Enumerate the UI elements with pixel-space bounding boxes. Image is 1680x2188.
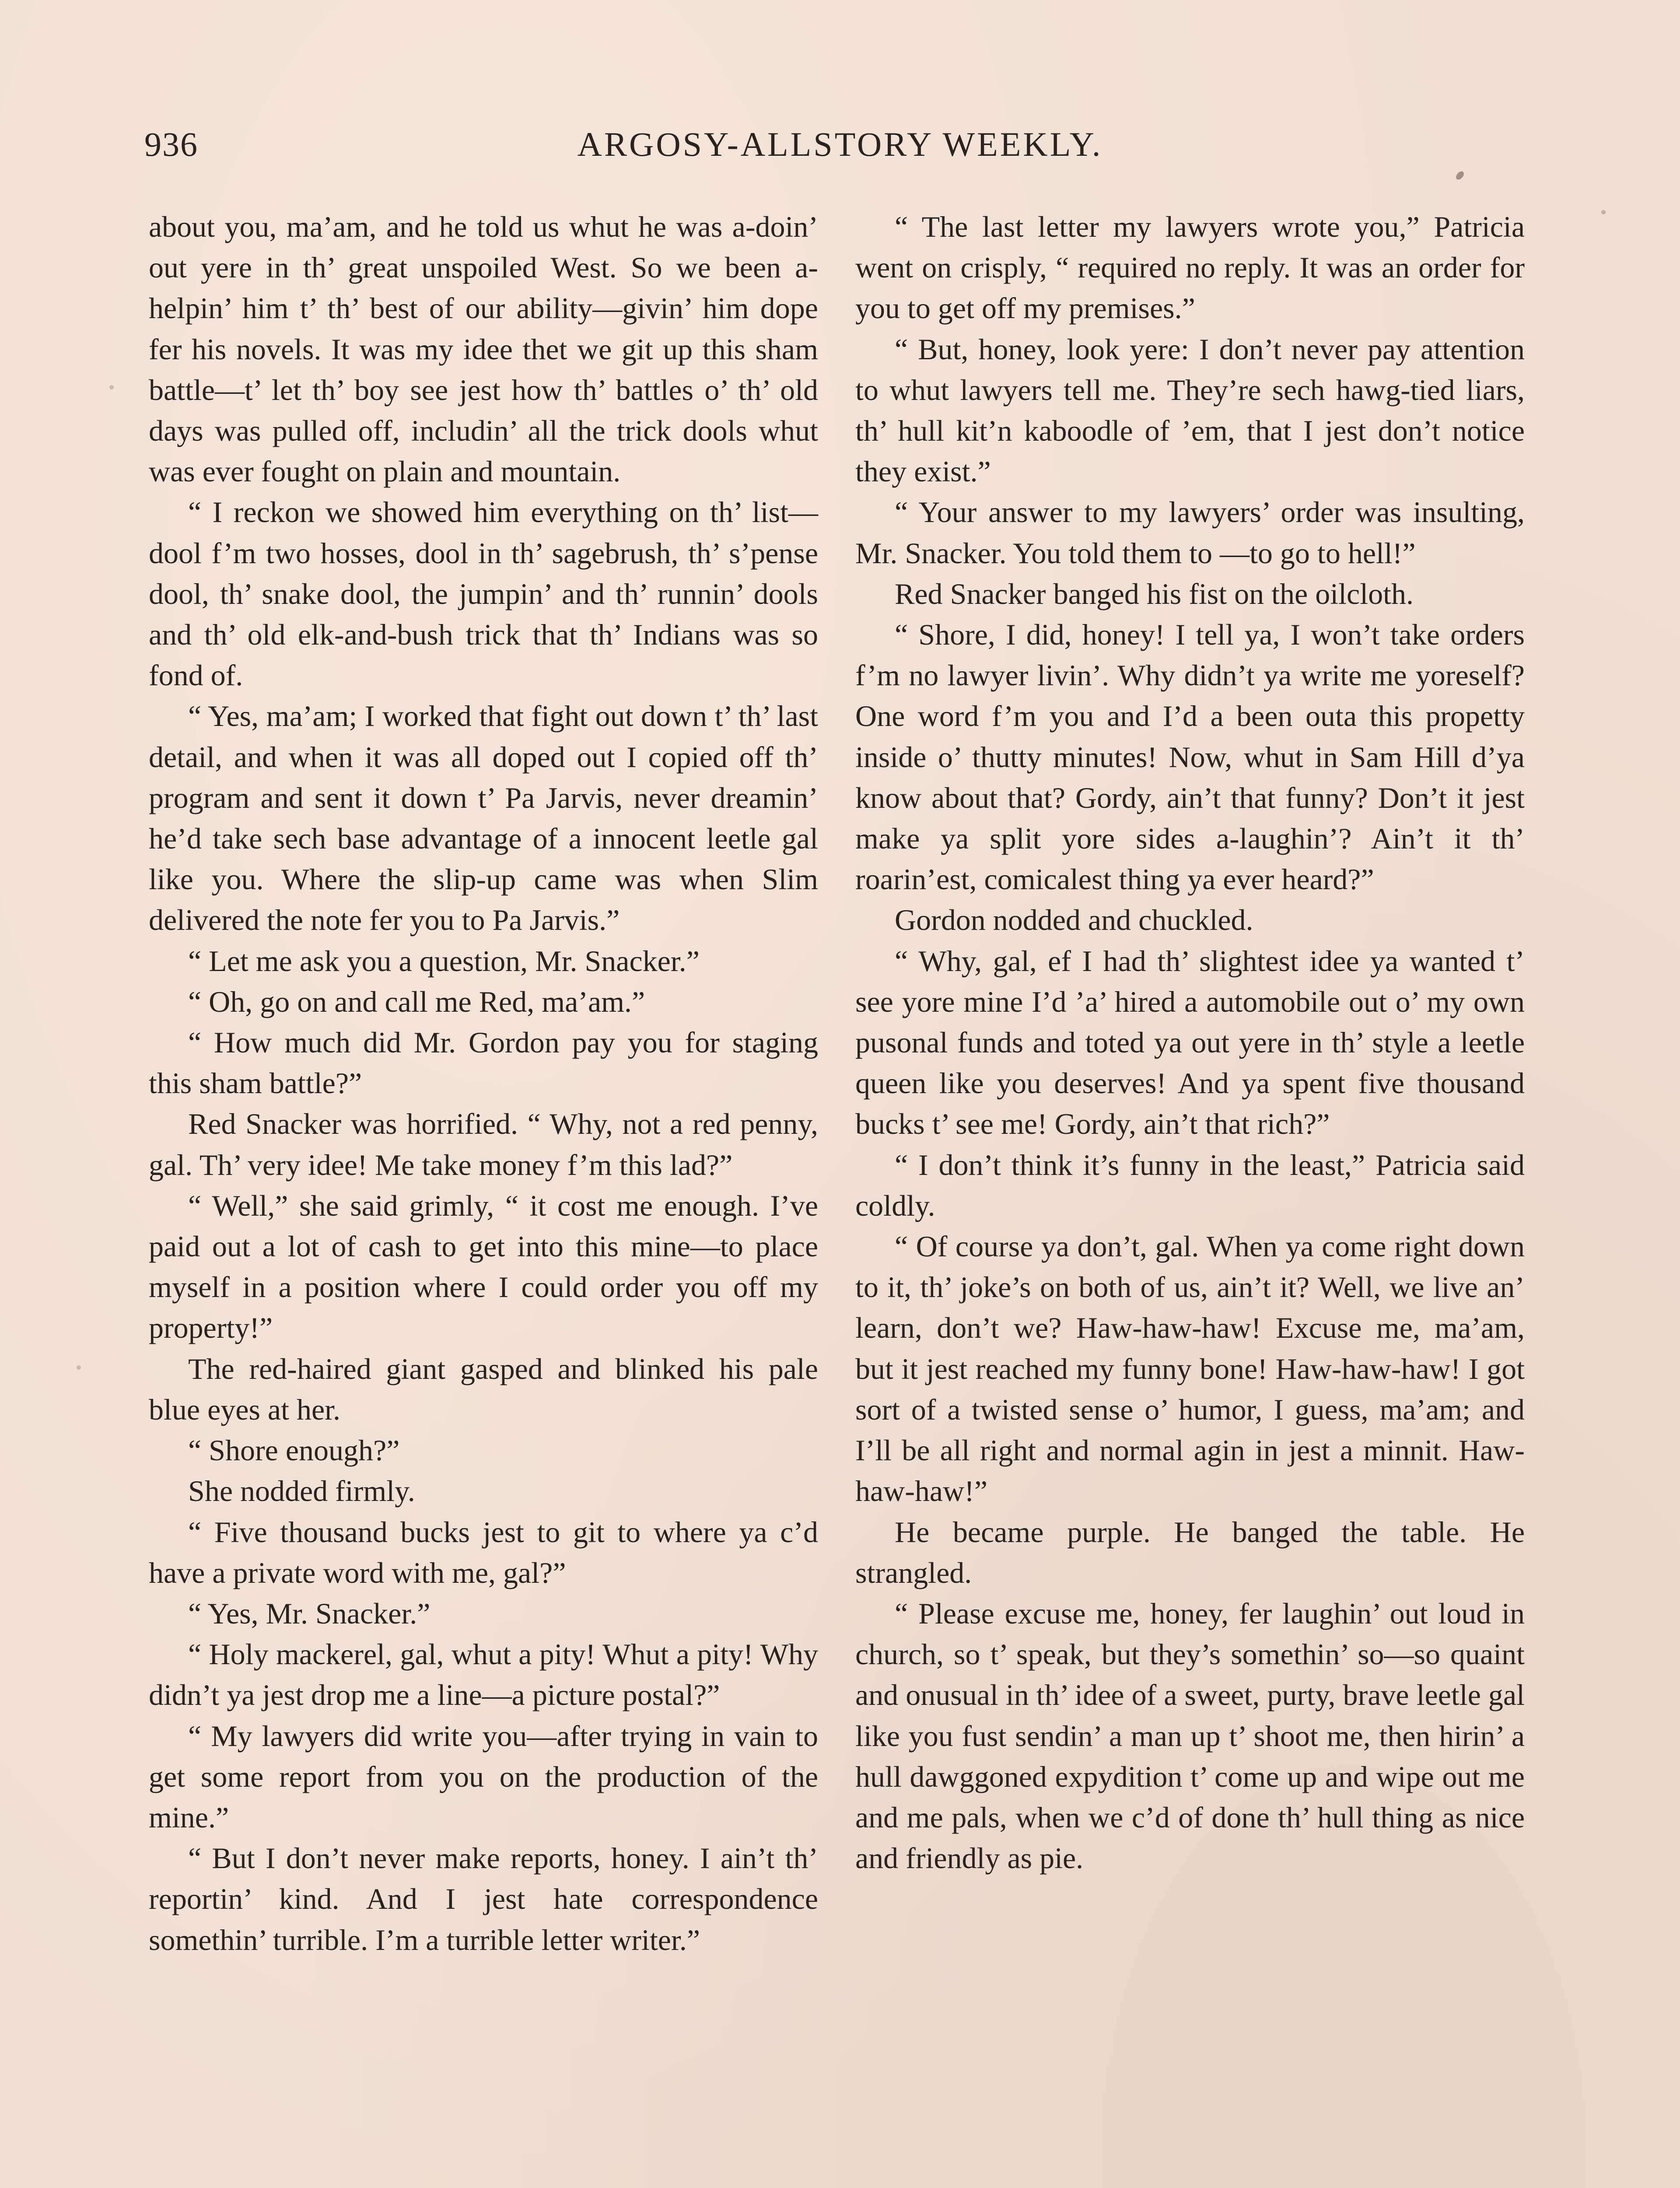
- running-head: [144, 125, 1536, 173]
- paragraph: “ Yes, ma’am; I worked that fight out down t’ th’ last detail, and when it was all doped out I copied off th’ program and sent it down t’ Pa Jarvis, never dreamin’ he’d take sech base advantage of a innocent leetle gal like you. Where the slip-up came was when Slim delivered the note fer you to Pa Jarvis.”: [149, 699, 818, 937]
- paragraph: “ Well,” she said grimly, “ it cost me enough. I’ve paid out a lot of cash to get into this mine—to place myself in a position where I could order you off my property!”: [149, 1189, 818, 1345]
- journal-title: ARGOSY-ALLSTORY WEEKLY.: [577, 125, 1103, 163]
- paragraph: Red Snacker banged his fist on the oilcloth.: [895, 577, 1414, 610]
- paragraph: “ The last letter my lawyers wrote you,” Patricia went on crisply, “ required no reply. It was an order for you to get off my premises.”: [855, 210, 1525, 325]
- paragraph: He became purple. He banged the table. He strangled.: [855, 1515, 1525, 1589]
- paragraph: “ But I don’t never make reports, honey. I ain’t th’ reportin’ kind. And I jest hate correspondence somethin’ turrible. I’m a turrible letter writer.”: [149, 1841, 818, 1957]
- left-column: [149, 207, 818, 1960]
- paragraph: “ Let me ask you a question, Mr. Snacker.”: [188, 944, 700, 978]
- paragraph: about you, ma’am, and he told us whut he was a-doin’ out yere in th’ great unspoiled West. So we been a-helpin’ him t’ th’ best of our ability—givin’ him dope fer his novels. It was my idee thet we git up this sham battle—t’ let th’ boy see jest how th’ battles o’ th’ old days was pulled off, includin’ all the trick dools whut was ever fought on plain and mountain.: [149, 210, 818, 488]
- ink-speck: [1601, 210, 1606, 214]
- paragraph: “ Shore, I did, honey! I tell ya, I won’t take orders f’m no lawyer livin’. Why didn’t ya write me yoreself? One word f’m you and I’d a been outa this propetty inside o’ thutty minutes! Now, whut in Sam Hill d’ya know about that? Gordy, ain’t that funny? Don’t it jest make ya split yore sides a-laughin’? Ain’t it th’ roarin’est, comicalest thing ya ever heard?”: [855, 618, 1525, 896]
- paragraph: Red Snacker was horrified. “ Why, not a red penny, gal. Th’ very idee! Me take money f’m this lad?”: [149, 1107, 818, 1182]
- paragraph: “ Of course ya don’t, gal. When ya come right down to it, th’ joke’s on both of us, ain’t it? Well, we live an’ learn, don’t we? Haw-haw-haw! Excuse me, ma’am, but it jest reached my funny bone! Haw-haw-haw! I got sort of a twisted sense o’ humor, I guess, ma’am; and I’ll be all right and normal agin in jest a minnit. Haw-haw-haw!”: [855, 1230, 1525, 1508]
- paragraph: “ I don’t think it’s funny in the least,” Patricia said coldly.: [855, 1148, 1525, 1222]
- paragraph: “ Holy mackerel, gal, whut a pity! Whut a pity! Why didn’t ya jest drop me a line—a picture postal?”: [149, 1637, 818, 1712]
- right-column: [855, 207, 1525, 1879]
- paragraph: “ But, honey, look yere: I don’t never pay attention to whut lawyers tell me. They’re sech hawg-tied liars, th’ hull kit’n kaboodle of ’em, that I jest don’t notice they exist.”: [855, 332, 1525, 488]
- paragraph: “ Why, gal, ef I had th’ slightest idee ya wanted t’ see yore mine I’d ’a’ hired a automobile out o’ my own pusonal funds and toted ya out yere in th’ style a leetle queen like you deserves! And ya spent five thousand bucks t’ see me! Gordy, ain’t that rich?”: [855, 944, 1525, 1141]
- paragraph: She nodded firmly.: [188, 1474, 415, 1508]
- paragraph: “ Your answer to my lawyers’ order was insulting, Mr. Snacker. You told them to —to go to hell!”: [855, 495, 1525, 570]
- page-number: 936: [144, 125, 198, 163]
- paragraph: “ Five thousand bucks jest to git to where ya c’d have a private word with me, gal?”: [149, 1515, 818, 1589]
- paragraph: “ My lawyers did write you—after trying in vain to get some report from you on the production of the mine.”: [149, 1719, 818, 1834]
- ink-speck: [77, 1365, 81, 1370]
- paragraph: “ I reckon we showed him everything on th’ list—dool f’m two hosses, dool in th’ sagebrush, th’ s’pense dool, th’ snake dool, the jumpin’ and th’ runnin’ dools and th’ old elk-and-bush trick that th’ Indians was so fond of.: [149, 495, 818, 692]
- paragraph: “ Yes, Mr. Snacker.”: [188, 1596, 430, 1630]
- paragraph: “ Please excuse me, honey, fer laughin’ out loud in church, so t’ speak, but they’s somethin’ so—so quaint and onusual in th’ idee of a sweet, purty, brave leetle gal like you fust sendin’ a man up t’ shoot me, then hirin’ a hull dawggoned expydition t’ come up and wipe out me and me pals, when we c’d of done th’ hull thing as nice and friendly as pie.: [855, 1596, 1525, 1875]
- paragraph: “ Oh, go on and call me Red, ma’am.”: [188, 985, 645, 1018]
- paragraph: “ How much did Mr. Gordon pay you for staging this sham battle?”: [149, 1026, 818, 1100]
- paragraph: “ Shore enough?”: [188, 1434, 400, 1467]
- paragraph: The red-haired giant gasped and blinked his pale blue eyes at her.: [149, 1352, 818, 1426]
- paragraph: Gordon nodded and chuckled.: [895, 903, 1253, 937]
- ink-speck: [109, 385, 114, 389]
